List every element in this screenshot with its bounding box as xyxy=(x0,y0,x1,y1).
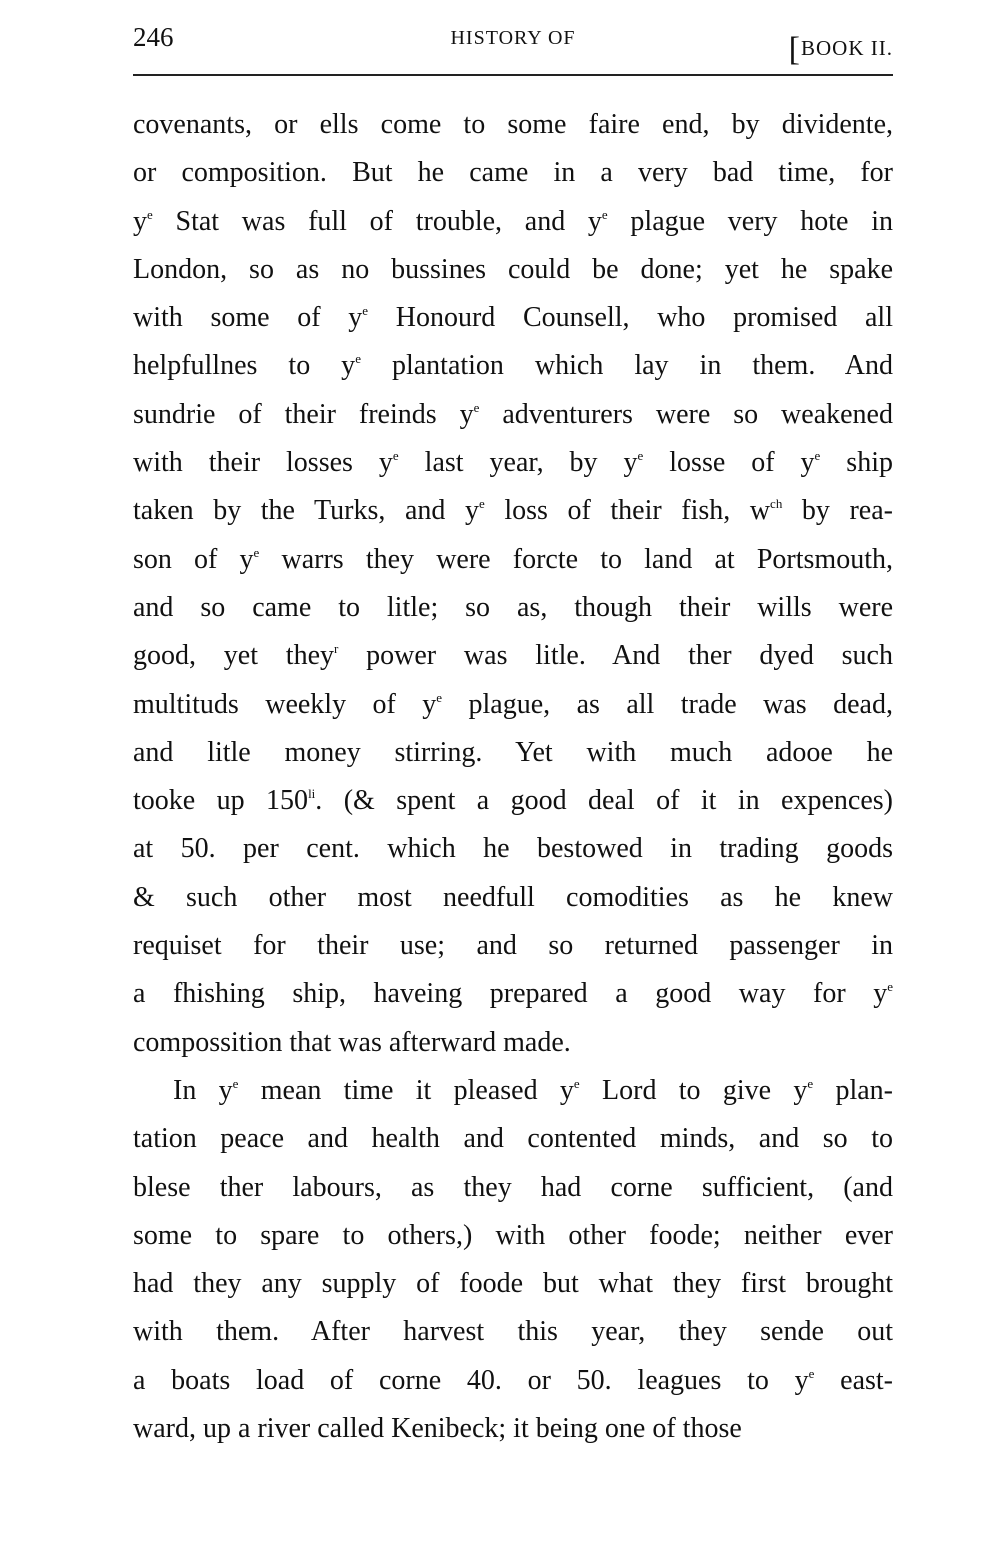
superscript: e xyxy=(355,351,361,367)
text-line: at 50. per cent. which he bestowed in trading goods xyxy=(133,833,893,865)
text-line: ward, up a river called Kenibeck; it being one of those xyxy=(133,1413,742,1445)
text-line: In $y^e$ mean time it pleased $y^e$ Lord to give $y^e$ plan- xyxy=(173,1074,894,1106)
text-line: $y^e$ Stat was full of trouble, and $y^e$ plague very hote in xyxy=(133,205,893,237)
text-line: requiset for their use; and so returned passenger in xyxy=(133,930,893,962)
text-line: tooke up $150^{li}$. (& spent a good deal of it in expences) xyxy=(133,785,893,817)
superscript: e xyxy=(436,689,443,705)
superscript: e xyxy=(392,448,399,464)
text-line: with their losses $y^e$ last year, by $y^e$ losse of $y^e$ ship xyxy=(133,447,893,479)
text-line: good, yet they$^r$ power was litle. And ther dyed such xyxy=(133,640,893,672)
running-title: HISTORY OF xyxy=(450,27,576,49)
superscript: e xyxy=(473,399,480,415)
text-line: or composition. But he came in a very bad time, for xyxy=(133,157,893,189)
text-line: & such other most needfull comodities as he knew xyxy=(133,881,893,913)
superscript: li xyxy=(308,786,316,802)
superscript: e xyxy=(814,448,821,464)
text-line: London, so as no bussines could be done; yet he spake xyxy=(133,253,893,285)
text-line: blese ther labours, as they had corne sufficient, (and xyxy=(133,1171,893,1203)
text-line: with some of $y^e$ Honourd Counsell, who promised all xyxy=(133,302,893,334)
text-line: taken by the Turks, and $y^e$ loss of their fish, $w^{ch}$ by rea- xyxy=(133,495,893,527)
header-rule xyxy=(133,74,893,76)
body-text xyxy=(133,101,893,1453)
text-line: helpfullnes to $y^e$ plantation which lay in them. And xyxy=(133,350,893,382)
book-label-group xyxy=(788,26,893,68)
book-label: BOOK II. xyxy=(801,36,893,60)
text-line: with them. After harvest this year, they sende out xyxy=(133,1316,893,1348)
text-line: some to spare to others,) with other foode; neither ever xyxy=(133,1219,893,1251)
text-line: son of $y^e$ warrs they were forcte to land at Portsmouth, xyxy=(133,543,893,575)
text-line: a boats load of corne 40. or 50. leagues to $y^e$ east- xyxy=(133,1364,893,1396)
paragraph xyxy=(133,1067,893,1453)
superscript: e xyxy=(808,1365,815,1381)
text-line: covenants, or ells come to some faire end, by dividente, xyxy=(133,109,893,140)
text-line: had they any supply of foode but what they first brought xyxy=(133,1268,893,1300)
superscript: e xyxy=(478,496,485,512)
book-bracket: [ xyxy=(788,31,801,68)
superscript: r xyxy=(334,641,339,657)
text-line: and so came to litle; so as, though their wills were xyxy=(133,591,893,623)
superscript: e xyxy=(232,1075,239,1091)
superscript: e xyxy=(147,206,153,222)
superscript: e xyxy=(362,303,369,319)
page-header xyxy=(133,22,893,68)
text-line: multituds weekly of $y^e$ plague, as all trade was dead, xyxy=(133,688,893,720)
superscript: e xyxy=(601,206,608,222)
paragraph xyxy=(133,101,893,1067)
text-line: and litle money stirring. Yet with much adooe he xyxy=(133,736,893,768)
text-line: a fhishing ship, haveing prepared a good way for $y^e$ xyxy=(133,978,893,1010)
page-number: 246 xyxy=(133,22,174,52)
text-line: compossition that was afterward made. xyxy=(133,1026,571,1058)
superscript: e xyxy=(573,1075,580,1091)
superscript: e xyxy=(807,1075,814,1091)
superscript: e xyxy=(637,448,644,464)
superscript: e xyxy=(887,979,893,995)
text-line: tation peace and health and contented minds, and so to xyxy=(133,1123,893,1155)
superscript: ch xyxy=(770,496,783,512)
superscript: e xyxy=(253,544,260,560)
text-line: sundrie of their freinds $y^e$ adventurers were so weakened xyxy=(133,398,893,430)
